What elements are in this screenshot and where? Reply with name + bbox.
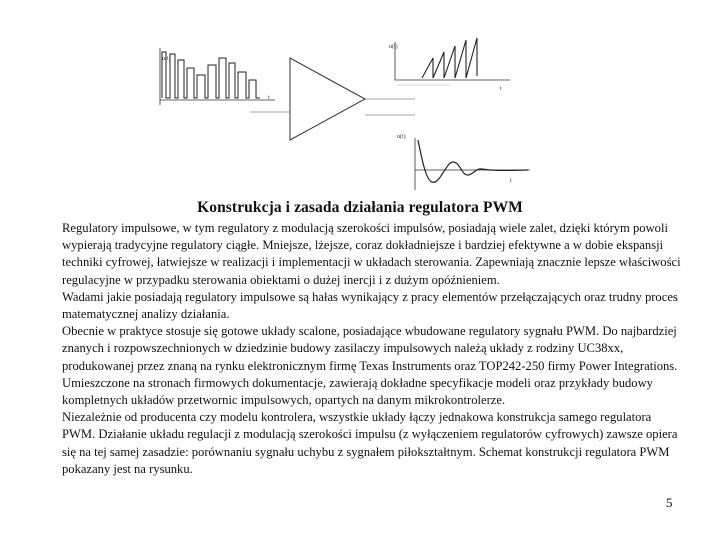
input-axis-label: t [268, 95, 270, 101]
pwm-diagram-svg [150, 30, 530, 195]
sawtooth-waveform [422, 38, 477, 78]
sawtooth-axis-label: t [500, 86, 502, 92]
paragraph: Obecnie w praktyce stosuje się gotowe układy scalone, posiadające wbudowane regulatory sygnału PWM. Do najbardziej znanych i rozpowszechnionych w dziedzinie budowy zasilaczy impulsowych należą układy z rodziny UC38xx, produkowanej przez znaną na rynku elektronicznym firmę Texas Instruments oraz TOP242-250 firmy Power Integrations. Umieszczone na stronach firmowych dokumentacje, zawierają dokładne specyfikacje modeli oraz przykłady budowy kompletnych układów przetwornic impulsowych, opartych na danym mikrokontrolerze. [62, 324, 678, 408]
damped-response-waveform [418, 140, 528, 182]
pwm-input-waveform [162, 52, 260, 98]
sawtooth-signal-label: u(t) [389, 44, 398, 50]
figure-caption: Konstrukcja i zasada działania regulatora PWM [197, 199, 523, 216]
pwm-comparator-diagram [150, 30, 530, 195]
response-axis-label: t [510, 178, 512, 184]
page-number: 5 [666, 495, 673, 510]
paragraph: Niezależnie od producenta czy modelu kontrolera, wszystkie układy łączy jednakowa konstrukcja samego regulatora PWM. Działanie układu regulacji z modulacją szerokości impulsu (z wyłączeniem regulatorów cyfrowych) zawsze opiera się na tej samej zasadzie: porównaniu sygnału uchybu z sygnałem piłokształtnym. Schemat konstrukcji regulatora PWM pokazany jest na rysunku. [62, 410, 678, 476]
paragraph: Regulatory impulsowe, w tym regulatory z modulacją szerokości impulsów, posiadają wiele zalet, dzięki którym powoli wypierają tradycyjne regulatory ciągłe. Mniejsze, lżejsze, coraz dokładniejsze i bardziej efektywne a w dobie ekspansji techniki cyfrowej, łatwiejsze w realizacji i implementacji w układach sterowania. Zapewniają znacznie lepsze właściwości regulacyjne w przypadku sterowania obiektami o dużej inercji i z dużym opóźnieniem. [62, 221, 681, 287]
comparator-triangle [290, 58, 365, 140]
input-signal-label: u(t) [162, 56, 171, 62]
response-signal-label: u(t) [397, 134, 406, 140]
body-text [62, 220, 682, 478]
paragraph: Wadami jakie posiadają regulatory impulsowe są hałas wynikający z pracy elementów przełączających oraz trudny proces matematycznej analizy działania. [62, 289, 678, 322]
